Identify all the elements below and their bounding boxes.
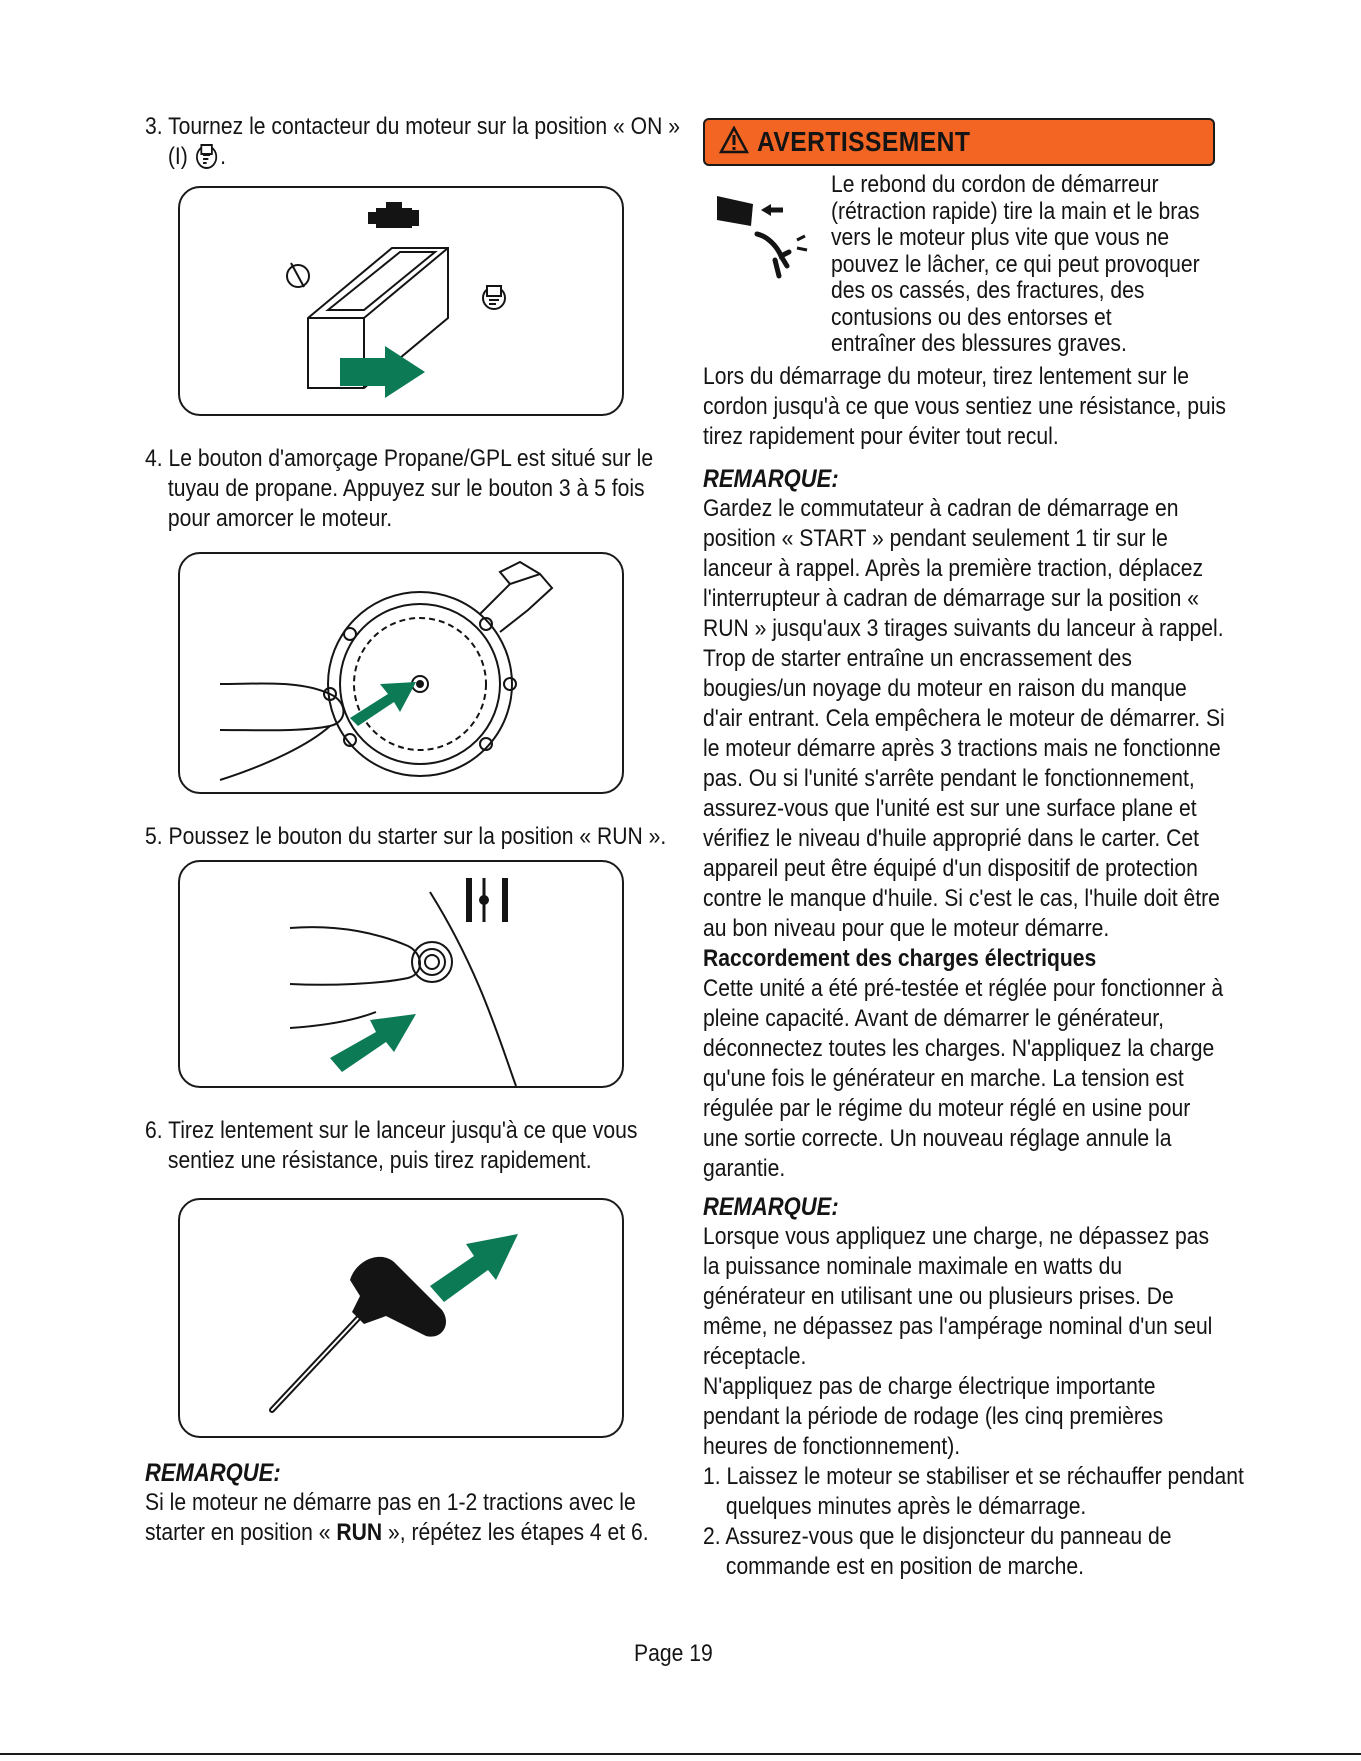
choke-knob (412, 942, 452, 982)
list-item: 2. Assurez-vous que le disjoncteur du panneau de commande est en position de marche. (703, 1523, 1172, 1580)
propane-regulator (324, 562, 552, 776)
note-2-heading: REMARQUE: (703, 1193, 839, 1221)
left-note-body: Si le moteur ne démarre pas en 1-2 tractions avec le starter en position « RUN », répétez les étapes 4 et 6. (145, 1489, 649, 1546)
green-arrow-icon (350, 682, 416, 726)
note-1-body: Gardez le commutateur à cadran de démarrage en position « START » pendant seulement 1 tir sur le lanceur à rappel. Après la première traction, déplacez l'interrupteur à cadran de démarrage sur la position « RUN » jusqu'aux 3 tirages suivants du lanceur à rappel. Trop de starter entraîne un encrassement des bougies/un noyage du moteur en raison du manque d'air entrant. Cela empêchera le moteur de démarrer. Si le moteur démarre après 3 tractions mais ne fonctionne pas. Ou si l'unité s'arrête pendant le fonctionnement, assurez-vous que l'unité est sur une surface plane et vérifiez le niveau d'huile approprié dans le carter. Cet appareil peut être équipé d'un dispositif de protection contre le manque d'huile. Si c'est le cas, l'huile doit être au bon niveau pour que le moteur démarre. (703, 495, 1225, 942)
left-column (145, 112, 680, 1548)
primer-button-figure (178, 552, 624, 794)
warning-block (703, 166, 1223, 362)
page-number: Page 19 (634, 1640, 713, 1667)
warning-banner (703, 118, 1215, 166)
bottom-rule (0, 1753, 1361, 1755)
step-4: 4. Le bouton d'amorçage Propane/GPL est situé sur le tuyau de propane. Appuyez sur le bouton 3 à 5 fois pour amorcer le moteur. (145, 445, 654, 532)
warning-title: AVERTISSEMENT (757, 126, 971, 157)
list-item: 1. Laissez le moteur se stabiliser et se réchauffer pendant quelques minutes après le démarrage. (703, 1463, 1244, 1520)
warning-triangle-icon (719, 126, 749, 154)
run-symbol-icon (483, 286, 505, 309)
run-symbol-icon (194, 142, 220, 170)
choke-button-figure (178, 860, 624, 1088)
warning-text: Le rebond du cordon de démarreur (rétraction rapide) tire la main et le bras vers le moteur plus vite que vous ne pouvez le lâcher, ce qui peut provoquer des os cassés, des fractures, des contusions ou des entorses et entraîner des blessures graves. (831, 171, 1200, 357)
green-arrow-icon (340, 346, 425, 398)
off-symbol-icon (287, 263, 309, 287)
green-arrow-icon (330, 1014, 416, 1072)
recoil-hazard-icon (717, 196, 827, 286)
electrical-loads-paragraph: Cette unité a été pré-testée et réglée pour fonctionner à pleine capacité. Avant de démarrer le générateur, déconnectez toutes les charges. N'appliquez la charge qu'une fois le générateur en marche. La tension est régulée par le régime du moteur réglé en usine pour une sortie correcte. Un nouveau réglage annule la garantie. (703, 975, 1224, 1182)
electrical-loads-heading: Raccordement des charges électriques (703, 945, 1097, 972)
note-2-body-1: Lorsque vous appliquez une charge, ne dépassez pas la puissance nominale maximale en watts du générateur en utilisant une ou plusieurs prises. De même, ne dépassez pas l'ampérage nominal d'un seul réceptacle. (703, 1223, 1213, 1370)
recoil-starter-figure (178, 1198, 624, 1438)
note-2-body-2: N'appliquez pas de charge électrique importante pendant la période de rodage (les cinq premières heures de fonctionnement). (703, 1373, 1164, 1460)
step-6: 6. Tirez lentement sur le lanceur jusqu'à ce que vous sentiez une résistance, puis tirez rapidement. (145, 1117, 638, 1174)
right-column (703, 118, 1244, 1582)
step-3-text: 3. Tournez le contacteur du moteur sur la position « ON » (I) (145, 113, 680, 170)
step-5: 5. Poussez le bouton du starter sur la position « RUN ». (145, 823, 667, 850)
engine-icon (368, 202, 419, 228)
choke-run-symbol-icon (466, 878, 508, 922)
green-arrow-icon (430, 1234, 518, 1302)
left-note-heading: REMARQUE: (145, 1459, 281, 1487)
step-3: 3. Tournez le contacteur du moteur sur la position « ON » (I) . (145, 113, 680, 170)
note-1-heading: REMARQUE: (703, 465, 839, 493)
finger-illustration (290, 927, 420, 1028)
intro-paragraph: Lors du démarrage du moteur, tirez lentement sur le cordon jusqu'à ce que vous sentiez une résistance, puis tirez rapidement pour éviter tout recul. (703, 363, 1226, 450)
starter-handle (272, 1257, 446, 1410)
engine-switch-figure (178, 186, 624, 416)
